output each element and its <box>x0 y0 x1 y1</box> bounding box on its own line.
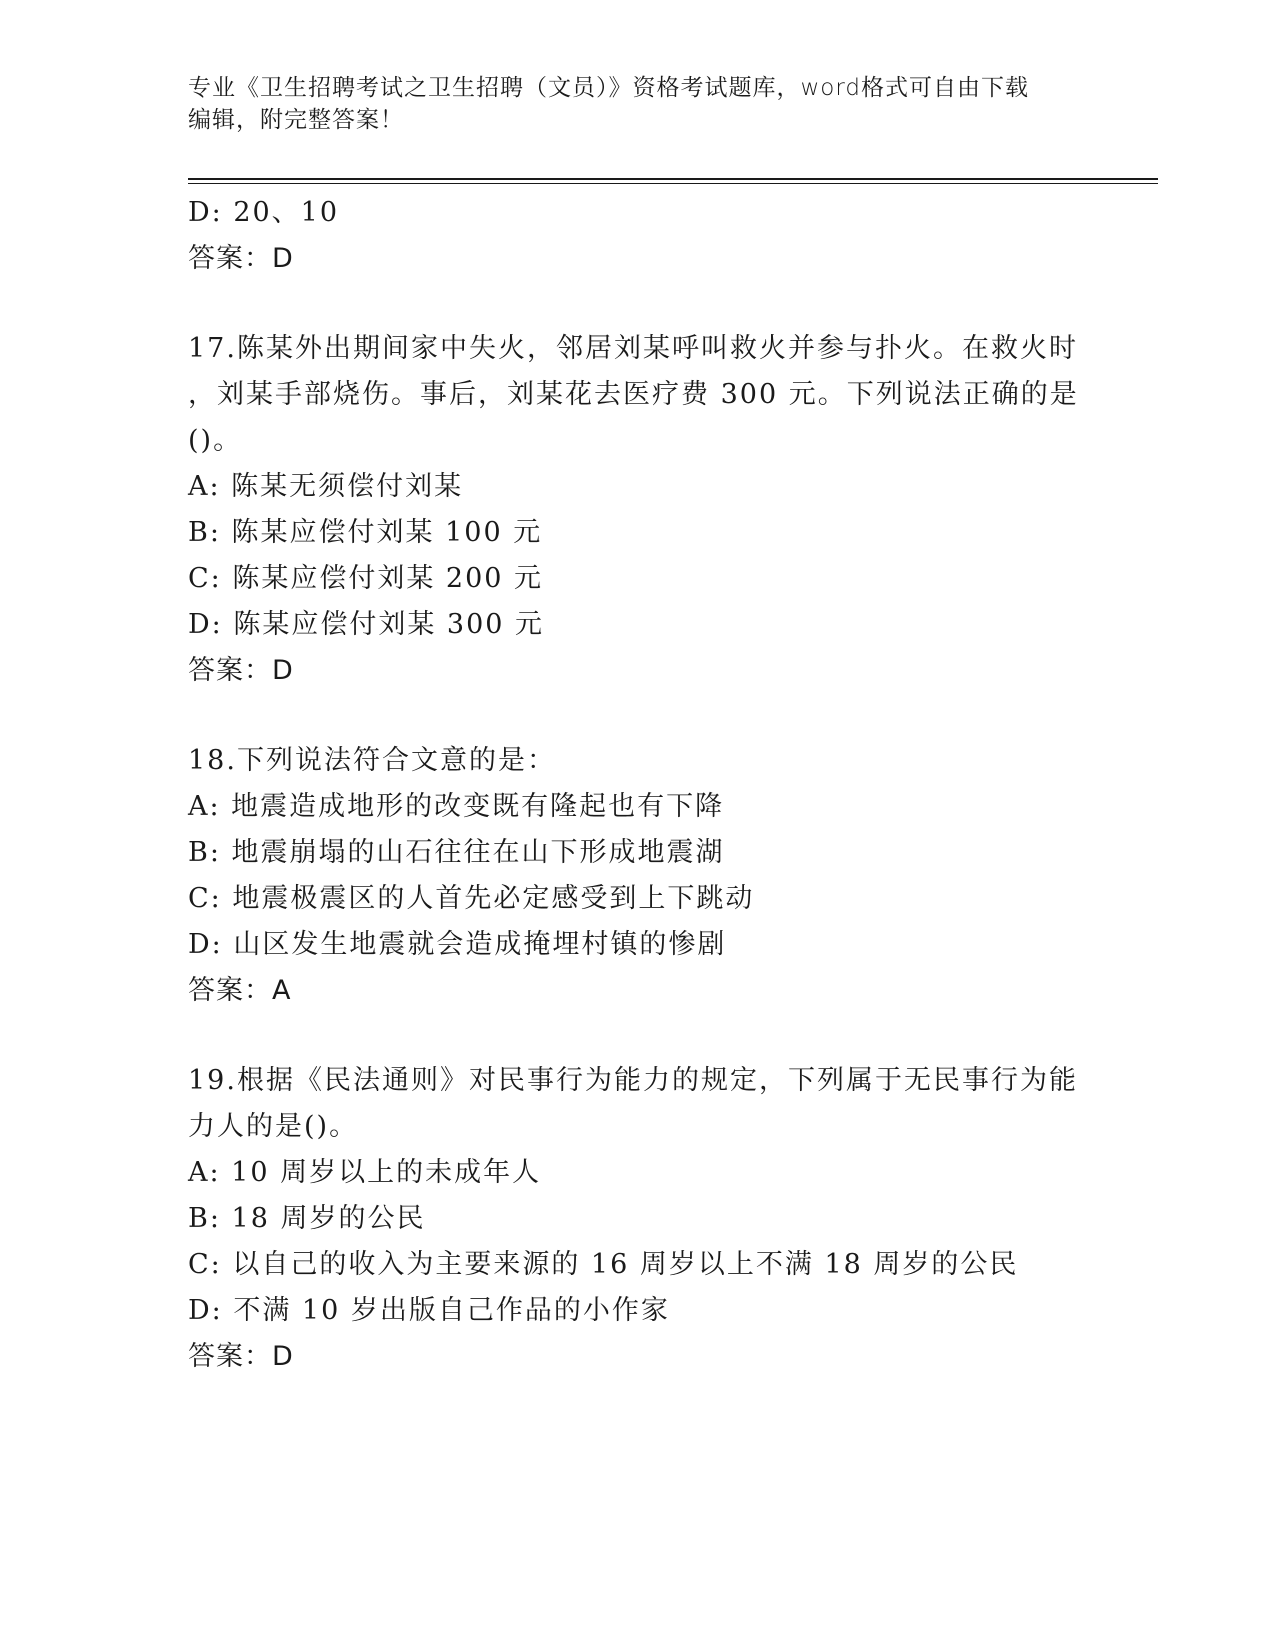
question-text-line: ，刘某手部烧伤。事后，刘某花去医疗费 300 元。下列说法正确的是 <box>188 379 1079 410</box>
option-d: D: 20、10 <box>188 197 340 228</box>
option-d: D: 山区发生地震就会造成掩埋村镇的惨剧 <box>188 929 727 960</box>
header-divider-thick <box>188 178 1158 180</box>
answer: 答案：D <box>188 1341 294 1372</box>
answer: 答案：D <box>188 243 294 274</box>
document-header <box>188 72 1088 136</box>
spacer <box>188 694 1088 738</box>
option-a: A: 地震造成地形的改变既有隆起也有下降 <box>188 791 725 822</box>
option-d: D: 不满 10 岁出版自己作品的小作家 <box>188 1295 670 1326</box>
option-b: B: 陈某应偿付刘某 100 元 <box>188 517 543 548</box>
question-text-line: 18.下列说法符合文意的是： <box>188 745 556 776</box>
question-19 <box>188 1058 1088 1380</box>
option-a: A: 陈某无须偿付刘某 <box>188 471 464 502</box>
option-c: C: 陈某应偿付刘某 200 元 <box>188 563 544 594</box>
option-c: C: 以自己的收入为主要来源的 16 周岁以上不满 18 周岁的公民 <box>188 1249 1019 1280</box>
question-text-line: 力人的是()。 <box>188 1111 359 1142</box>
question-text-line: ()。 <box>188 425 243 456</box>
header-divider-thin <box>188 183 1158 184</box>
header-line-2: 编辑，附完整答案！ <box>188 107 404 133</box>
spacer <box>188 1014 1088 1058</box>
question-text-line: 17.陈某外出期间家中失火，邻居刘某呼叫救火并参与扑火。在救火时 <box>188 333 1078 364</box>
option-a: A: 10 周岁以上的未成年人 <box>188 1157 542 1188</box>
question-17 <box>188 326 1088 694</box>
option-b: B: 18 周岁的公民 <box>188 1203 426 1234</box>
option-c: C: 地震极震区的人首先必定感受到上下跳动 <box>188 883 755 914</box>
option-d: D: 陈某应偿付刘某 300 元 <box>188 609 545 640</box>
answer: 答案：A <box>188 975 292 1006</box>
question-18 <box>188 738 1088 1014</box>
header-line-1: 专业《卫生招聘考试之卫生招聘（文员）》资格考试题库，word格式可自由下载 <box>188 75 1030 101</box>
spacer <box>188 282 1088 326</box>
question-text-line: 19.根据《民法通则》对民事行为能力的规定，下列属于无民事行为能 <box>188 1065 1078 1096</box>
answer: 答案：D <box>188 655 294 686</box>
document-body <box>188 190 1088 1380</box>
option-b: B: 地震崩塌的山石往往在山下形成地震湖 <box>188 837 725 868</box>
previous-question-tail <box>188 190 1088 282</box>
